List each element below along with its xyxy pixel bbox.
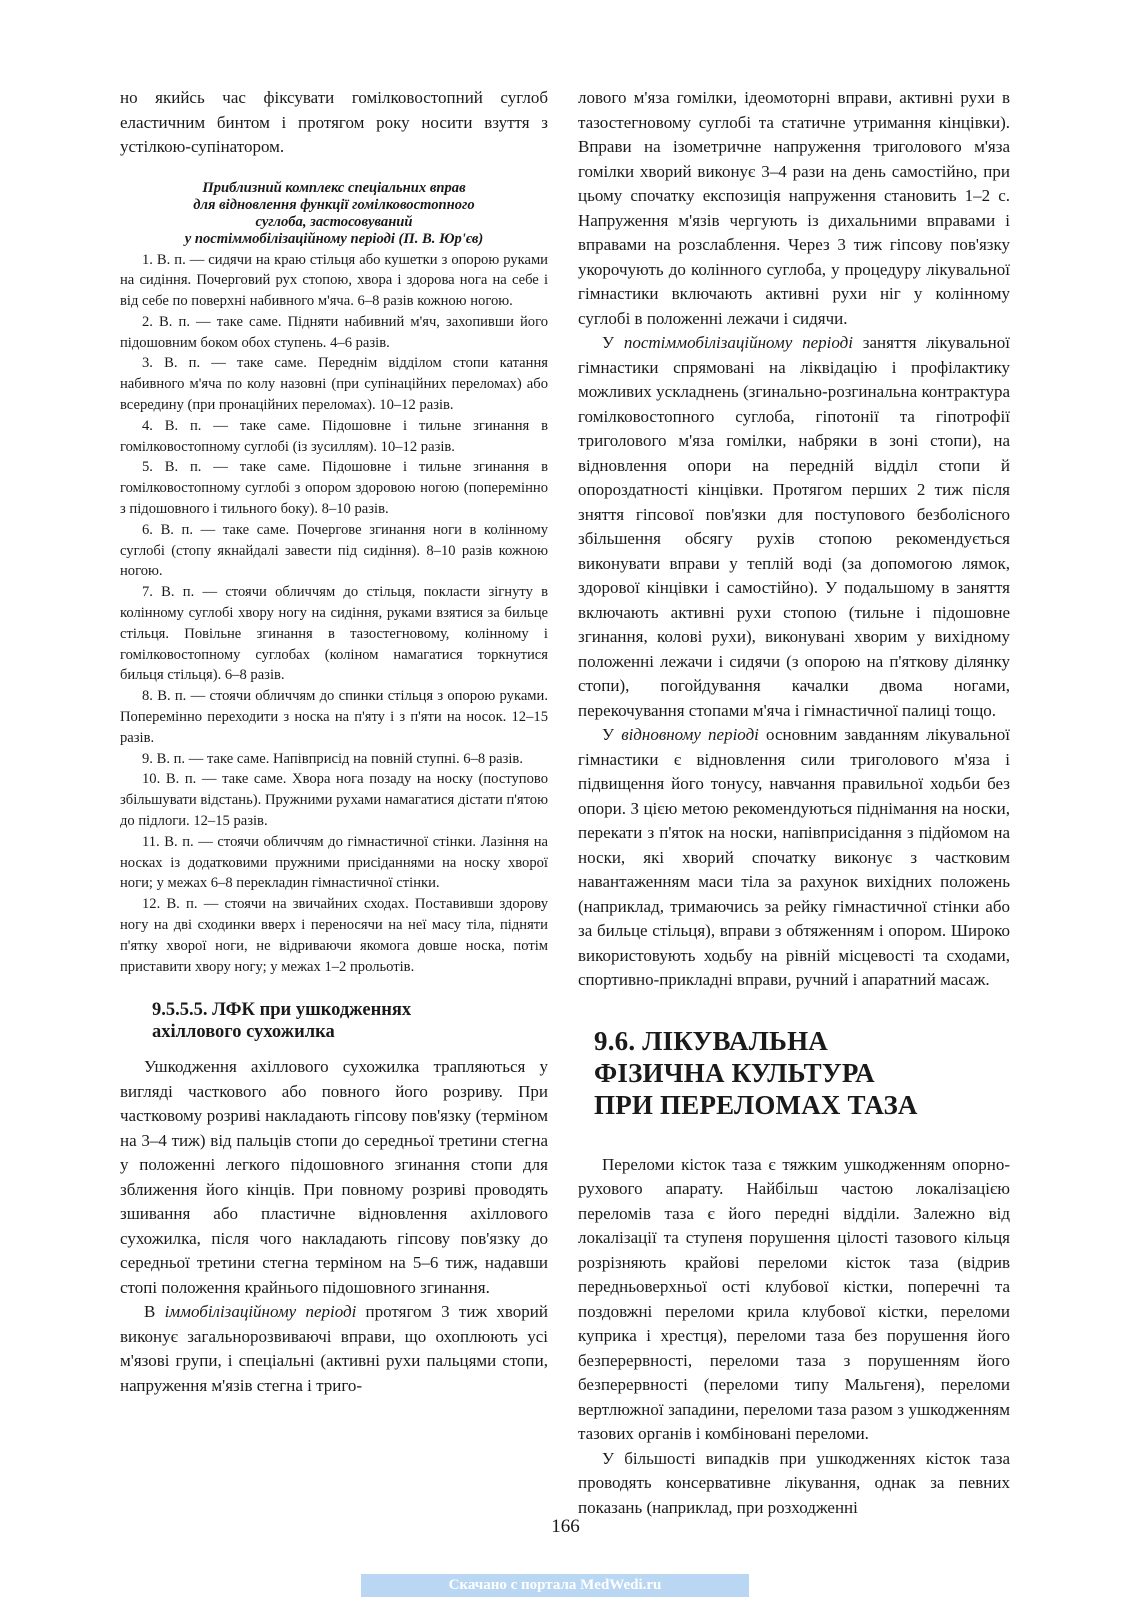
exercise-item: 11. В. п. — стоячи обличчям до гімнастичної стінки. Лазіння на носках із додатковими пружними присіданнями на носку хворої ноги; у межах 6–8 перекладин гімнастичної стінки. — [120, 833, 548, 892]
left-column — [120, 86, 548, 1398]
exercise-item: 4. В. п. — таке саме. Підошовне і тильне згинання в гомілковостопному суглобі (із зусиллям). 10–12 разів. — [120, 417, 548, 455]
pelvis-paragraph: У більшості випадків при ушкодженнях кісток таза проводять консервативне лікування, однак за певних показань (наприклад, при розходженні — [578, 1448, 1010, 1517]
heading-line: ФІЗИЧНА КУЛЬТУРА — [594, 1057, 875, 1088]
text-rest: протягом 3 тиж хворий виконує загальнорозвиваючі вправи, що охоплюють усі м'язові групи, і спеціальні (активні рухи пальцями стопи, напруження м'язів стегна і триго- — [120, 1302, 549, 1395]
text-prefix: В — [144, 1302, 165, 1322]
page-number: 166 — [551, 1516, 580, 1537]
immobilization-paragraph — [120, 1300, 548, 1398]
achilles-paragraph: Ушкодження ахіллового сухожилка трапляються у вигляді часткового або повного його розриву. При частковому розриві накладають гіпсову пов'язку (терміном на 3–4 тиж) від пальців стопи до середньої третини стегна у положенні легкого підошовного згинання стопи для зближення його кінців. При повному розриві проводять зшивання або пластичне відновлення ахіллового сухожилка, після чого накладають гіпсову пов'язку до середньої третини стегна терміном на 5–6 тиж, надавши стопі положення крайнього підошовного згинання. — [120, 1057, 548, 1297]
postimmobilization-paragraph — [578, 331, 1010, 723]
text-prefix: У — [602, 725, 622, 744]
heading-line: Приблизний комплекс спеціальних вправ — [202, 179, 466, 196]
exercise-complex-heading — [120, 180, 548, 248]
exercise-item: 5. В. п. — таке саме. Підошовне і тильне згинання в гомілковостопному суглобі з опором здоровою ногою (поперемінно з підошовного і тильного боку). 8–10 разів. — [120, 459, 548, 518]
exercise-item: 3. В. п. — таке саме. Переднім відділом стопи катання набивного м'яча по колу назовні (при супінаційних переломах) або всередину (при пронаційних переломах). 10–12 разів. — [120, 355, 548, 414]
section-heading — [594, 1025, 1010, 1121]
heading-line: суглоба, застосовуваний — [255, 213, 413, 230]
exercise-item: 9. В. п. — таке саме. Напівприсід на повній ступні. 6–8 разів. — [142, 750, 523, 767]
exercise-item: 10. В. п. — таке саме. Хвора нога позаду на носку (поступово збільшувати відстань). Пружними рухами намагатися дістати п'ятою до підлоги. 12–15 разів. — [120, 771, 548, 830]
intro-paragraph: но якийсь час фіксувати гомілковостопний суглоб еластичним бинтом і протягом року носити взуття з устілкою-супінатором. — [120, 88, 548, 156]
heading-line: ПРИ ПЕРЕЛОМАХ ТАЗА — [594, 1089, 918, 1120]
exercise-item: 12. В. п. — стоячи на звичайних сходах. Поставивши здорову ногу на дві сходинки вверх і переносячи на неї масу тіла, підняти п'ятку хворої ноги, не відриваючи якомога довше носка, потім приставити хвору ногу; у межах 1–2 прольотів. — [120, 896, 548, 975]
text-rest: заняття лікувальної гімнастики спрямовані на ліквідацію і профілактику можливих ускладнень (згинально-розгинальна контрактура гомілковостопного суглоба, гіпотонії та гіпотрофії триголового м'яза гомілки, набряки в зоні стопи), на відновлення опори на передній відділ стопи й опороздатності кінцівки. Протягом перших 2 тиж після зняття гіпсової пов'язки для поступового безболісного збільшення обсягу рухів стопою рекомендується виконувати вправи у теплій воді (за допомогою лямок, здорової кінцівки і самостійно). У подальшому в заняття включають активні рухи стопою (тильне і підошовне згинання, колові рухи), виконувані хворим у вихідному положенні лежачи і сидячи (з опорою на п'яткову ділянку стопи), погойдування качалки двома ногами, перекочування стопами м'яча і гімнастичної палиці тощо. — [578, 333, 1010, 720]
exercise-item: 2. В. п. — таке саме. Підняти набивний м'яч, захопивши його підошовним боком обох ступень. 4–6 разів. — [120, 313, 548, 351]
exercise-item: 8. В. п. — стоячи обличчям до спинки стільця з опорою руками. Поперемінно переходити з носка на п'яту і з п'яти на носок. 12–15 разів. — [120, 688, 548, 746]
exercise-item: 7. В. п. — стоячи обличчям до стільця, покласти зігнуту в колінному суглобі хвору ногу на сидіння, руками взятися за бильце стільця. Повільне згинання в тазостегновому, колінному і гомілковостопному суглобах (коліном намагатися торкнутися бильця стільця). 6–8 разів. — [120, 584, 548, 684]
heading-line: 9.5.5.5. ЛФК при ушкодженнях — [152, 1000, 412, 1021]
heading-line: у постіммобілізаційному періоді (П. В. Юр'єв) — [184, 230, 484, 247]
heading-line: ахіллового сухожилка — [152, 1022, 335, 1043]
watermark-banner: Скачано с портала MedWedi.ru — [361, 1574, 749, 1597]
continued-paragraph: лового м'яза гомілки, ідеомоторні вправи, активні рухи в тазостегновому суглобі та статичне утримання кінцівки). Вправи на ізометричне напруження триголового м'яза гомілки хворий виконує 3–4 рази на день самостійно, при цьому спочатку експозиція напруження становить 1–2 с. Напруження м'язів чергують із дихальними вправами і вправами на розслаблення. Через 3 тиж гіпсову пов'язку укорочують до колінного суглоба, у процедуру лікувальної гімнастики включають активні рухи ніг у колінному суглобі в положенні лежачи і сидячи. — [578, 88, 1010, 328]
text-prefix: У — [602, 333, 624, 352]
heading-line: для відновлення функції гомілковостопного — [193, 196, 475, 213]
italic-term: постіммобілізаційному періоді — [623, 333, 853, 352]
recovery-paragraph — [578, 723, 1010, 993]
exercise-item: 6. В. п. — таке саме. Почергове згинання ноги в колінному суглобі (стопу якнайдалі завести під сидіння). 8–10 разів кожною ногою. — [120, 521, 548, 580]
italic-term: іммобілізаційному періоді — [164, 1302, 357, 1322]
subsection-heading — [152, 999, 548, 1043]
text-rest: основним завданням лікувальної гімнастики є відновлення сили триголового м'яза і підвищення його тонусу, навчання правильної ходьби без опори. З цією метою рекомендуються піднімання на носки, перекати з п'яток на носки, напівприсідання з підйомом на носки, які хворий спочатку виконує з частковим навантаженням маси тіла за рахунок вихідних положень (наприклад, тримаючись за рейку гімнастичної стінки або за бильце стільця), вправи з обтяженням і опором. Широко використовують ходьбу на рівній місцевості та сходами, спортивно-прикладні вправи, ручний і апаратний масаж. — [578, 725, 1010, 989]
heading-line: 9.6. ЛІКУВАЛЬНА — [594, 1025, 829, 1056]
exercise-list — [120, 250, 548, 978]
exercise-item: 1. В. п. — сидячи на краю стільця або кушетки з опорою руками на сидіння. Почерговий рух стопою, хвора і здорова нога на себе і від себе по поверхні набивного м'яча. 6–8 разів кожною ногою. — [120, 251, 548, 310]
pelvis-paragraph: Переломи кісток таза є тяжким ушкодженням опорно-рухового апарату. Найбільш частою локалізацією переломів таза є його передні відділи. Залежно від локалізації та ступеня порушення цілості тазового кільця розрізняють крайові переломи кісток таза (відрив передньоверхньої ості клубової кістки, поперечні та поздовжні переломи крила клубової кістки, переломи куприка і хрестця), переломи таза без порушення його безперервності, переломи таза з порушенням його безперервності (переломи типу Мальгеня), переломи вертлюжної западини, переломи таза разом з ушкодженням тазових органів і комбіновані переломи. — [578, 1154, 1010, 1443]
right-column — [578, 86, 1010, 1520]
italic-term: відновному періоді — [621, 725, 759, 744]
